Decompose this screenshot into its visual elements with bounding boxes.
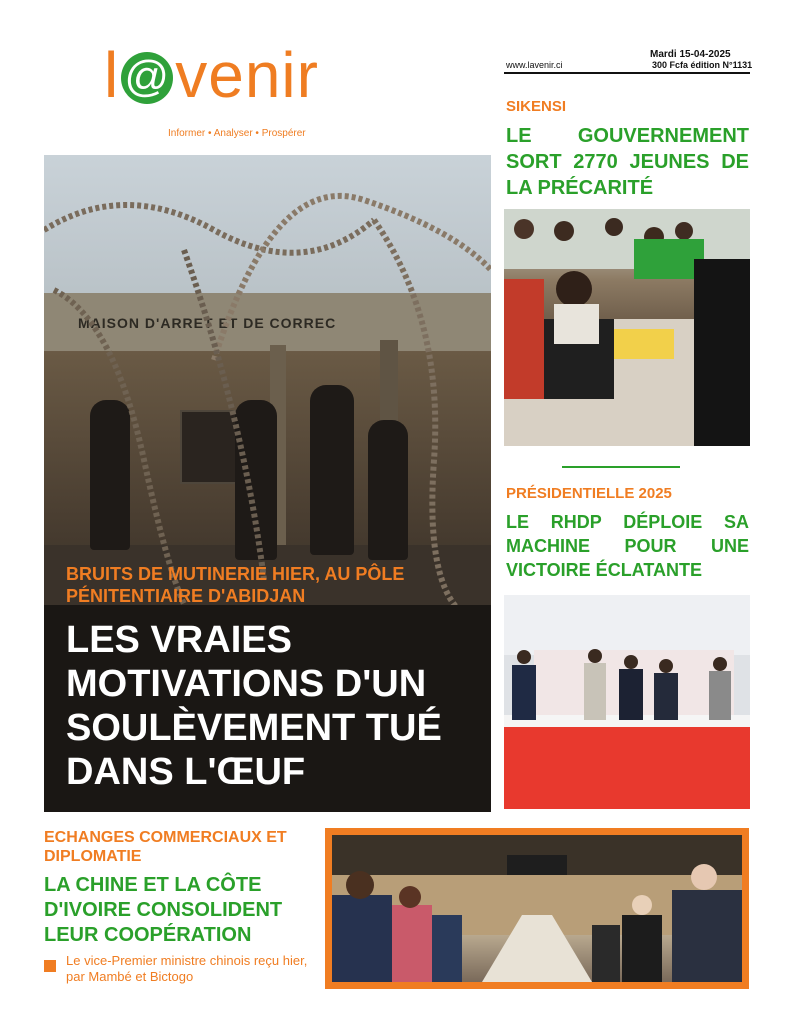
presidentielle-photo[interactable]: [504, 595, 750, 809]
website-link[interactable]: www.lavenir.ci: [506, 60, 563, 70]
section-separator: [562, 466, 680, 468]
sikensi-photo[interactable]: [504, 209, 750, 446]
main-story-kicker: BRUITS DE MUTINERIE HIER, AU PÔLE PÉNITENTIAIRE D'ABIDJAN: [66, 564, 405, 606]
presidentielle-kicker: PRÉSIDENTIELLE 2025: [506, 485, 672, 502]
main-story-headline[interactable]: LES VRAIES MOTIVATIONS D'UN SOULÈVEMENT TUÉ DANS L'ŒUF: [66, 619, 442, 793]
chine-headline[interactable]: LA CHINE ET LA CÔTE D'IVOIRE CONSOLIDENT LEUR COOPÉRATION: [44, 874, 283, 946]
prison-sign-text: MAISON D'ARRET ET DE CORREC: [78, 315, 337, 331]
price-edition: 300 Fcfa édition N°1131: [652, 60, 753, 70]
logo-at-icon: @: [121, 52, 173, 104]
logo-letter-l: l: [104, 39, 120, 111]
chine-photo-scene: [332, 835, 742, 982]
issue-date: Mardi 15-04-2025: [650, 49, 731, 60]
masthead-tagline: Informer • Analyser • Prospérer: [168, 128, 306, 139]
chine-kicker: ECHANGES COMMERCIAUX ET DIPLOMATIE: [44, 829, 287, 865]
chine-caption: Le vice-Premier ministre chinois reçu hier, par Mambé et Bictogo: [66, 953, 308, 984]
logo-word-venir: venir: [175, 39, 319, 111]
presidentielle-photo-scene: [504, 595, 750, 809]
sikensi-kicker: SIKENSI: [506, 98, 567, 115]
sikensi-photo-scene: [504, 209, 750, 446]
presidentielle-headline[interactable]: LE RHDP DÉPLOIE SA MACHINE POUR UNE VICTOIRE ÉCLATANTE: [506, 512, 749, 580]
bullet-icon: [44, 960, 56, 972]
razor-wire-graphic: [44, 160, 491, 620]
masthead-rule: [504, 72, 750, 74]
masthead-logo: [104, 40, 414, 110]
sikensi-headline[interactable]: LE GOUVERNEMENT SORT 2770 JEUNES DE LA PRÉCARITÉ: [506, 125, 749, 199]
chine-photo[interactable]: [332, 835, 742, 982]
